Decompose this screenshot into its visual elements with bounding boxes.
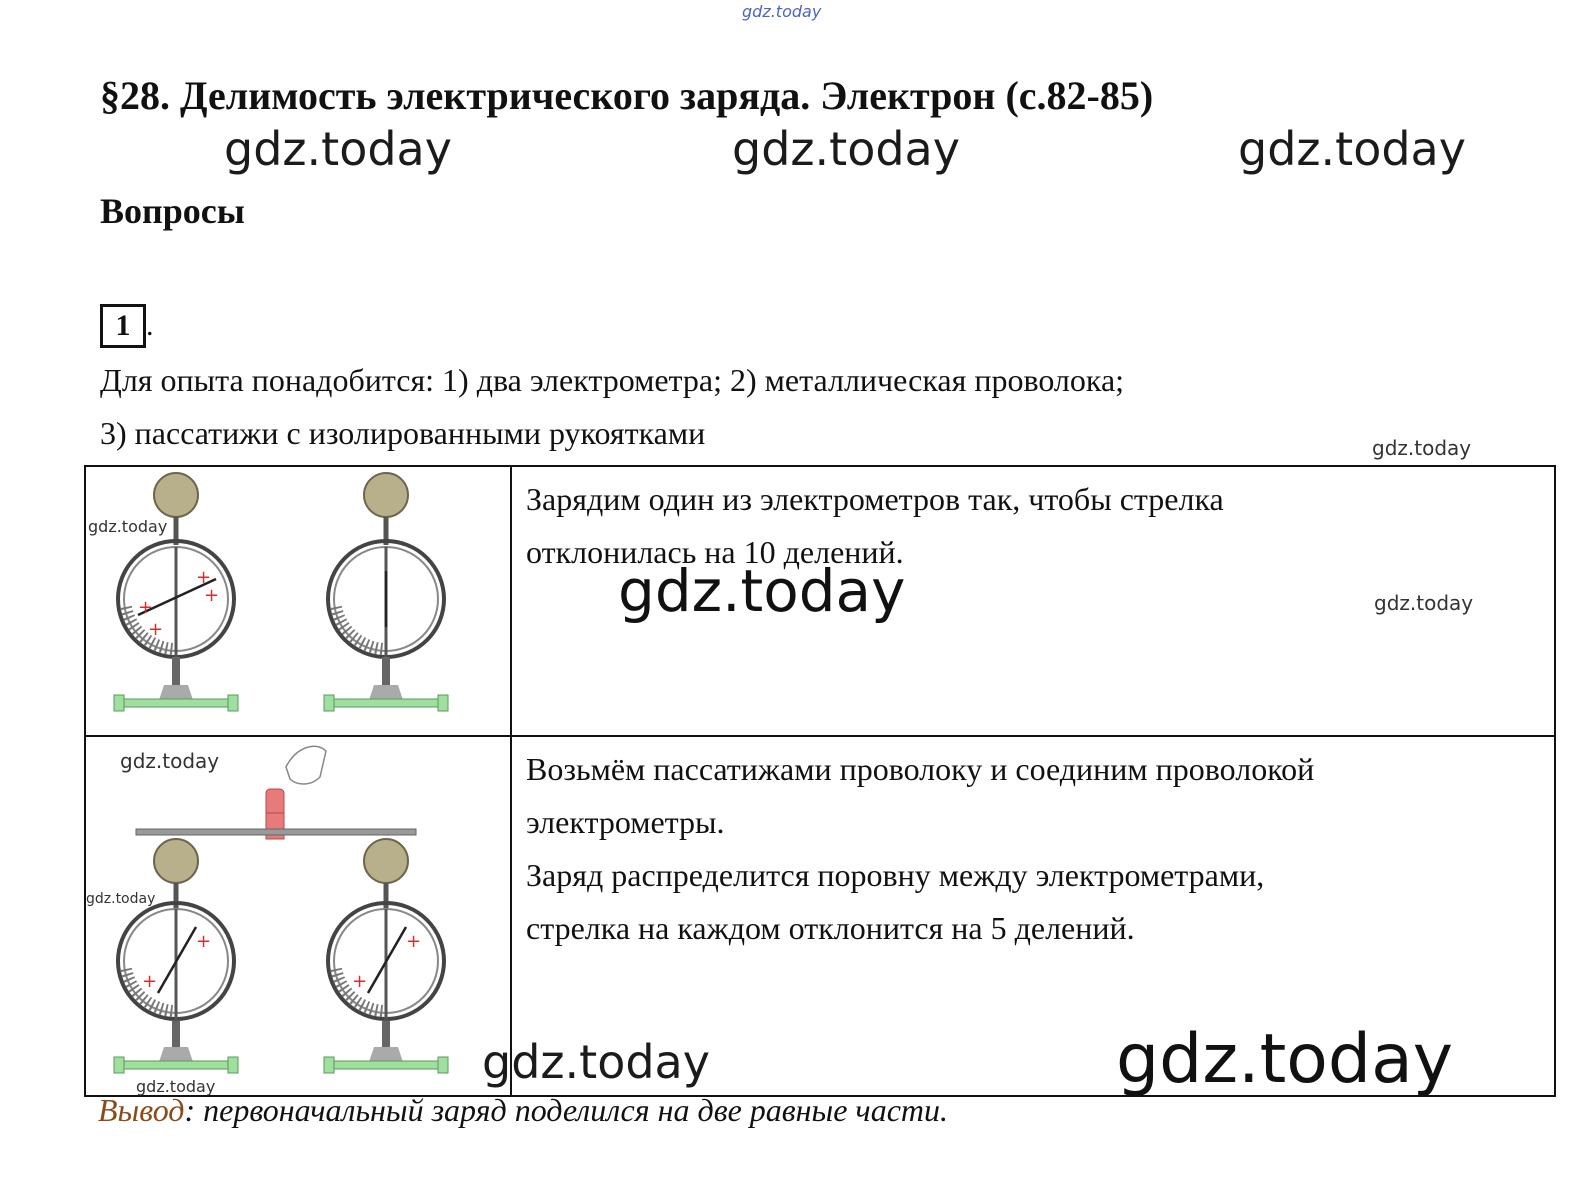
question-number-suffix: .	[146, 309, 154, 342]
page-title: §28. Делимость электрического заряда. Электрон (с.82-85)	[100, 73, 1154, 118]
svg-text:+: +	[352, 971, 368, 992]
electrometers-charged-illustration	[86, 467, 510, 729]
experiment-table	[84, 465, 1556, 1097]
illustration-charged	[85, 466, 511, 736]
conclusion	[98, 1092, 948, 1129]
watermark-7: gdz.today	[1374, 591, 1474, 615]
table-row	[85, 466, 1555, 736]
watermark-3: gdz.today	[1238, 122, 1466, 176]
question-number	[100, 304, 154, 348]
wire	[136, 829, 416, 835]
step-1-line-2: отклонилась на 10 делений.	[526, 534, 904, 570]
svg-text:+: +	[406, 931, 422, 952]
watermark-11: gdz.today	[482, 1035, 710, 1089]
watermark-12: gdz.today	[1116, 1020, 1453, 1099]
step-1-text	[511, 466, 1555, 736]
svg-text:+: +	[138, 597, 154, 618]
watermark-2: gdz.today	[732, 122, 960, 176]
intro-line-1: Для опыта понадобится: 1) два электрометра; 2) металлическая проволока;	[100, 362, 1125, 398]
electrometer-right	[324, 473, 448, 711]
table-row	[85, 736, 1555, 1096]
svg-text:+: +	[196, 931, 212, 952]
svg-text:+: +	[196, 567, 212, 588]
svg-text:+: +	[204, 585, 220, 606]
step-2-line-4: стрелка на каждом отклонится на 5 делений.	[526, 910, 1135, 946]
svg-text:+: +	[148, 619, 164, 640]
watermark-1: gdz.today	[224, 122, 452, 176]
conclusion-text: : первоначальный заряд поделился на две равные части.	[184, 1092, 948, 1128]
watermark-8: gdz.today	[120, 749, 220, 773]
electrometer-left	[114, 839, 238, 1073]
section-heading: Вопросы	[100, 191, 245, 231]
step-1-line-1: Зарядим один из электрометров так, чтобы стрелка	[526, 481, 1224, 517]
watermark-4: gdz.today	[1372, 436, 1472, 460]
electrometer-left	[114, 473, 238, 711]
intro-line-2: 3) пассатижи с изолированными рукоятками	[100, 415, 706, 451]
step-2-line-3: Заряд распределится поровну между электрометрами,	[526, 857, 1265, 893]
svg-text:+: +	[142, 971, 158, 992]
watermark-5: gdz.today	[88, 517, 168, 536]
watermark-6: gdz.today	[618, 557, 906, 625]
pliers-icon	[266, 746, 326, 839]
step-2-line-2: электрометры.	[526, 804, 725, 840]
step-2-line-1: Возьмём пассатижами проволоку и соединим проволокой	[526, 751, 1315, 787]
step-2-text	[511, 736, 1555, 1099]
watermark-top: gdz.today	[742, 2, 822, 21]
conclusion-lead: Вывод	[98, 1092, 185, 1128]
watermark-10: gdz.today	[136, 1077, 216, 1096]
watermark-9: gdz.today	[86, 891, 156, 907]
question-number-box: 1	[100, 304, 146, 348]
electrometers-connected-illustration	[86, 737, 510, 1089]
electrometer-right	[324, 839, 448, 1073]
